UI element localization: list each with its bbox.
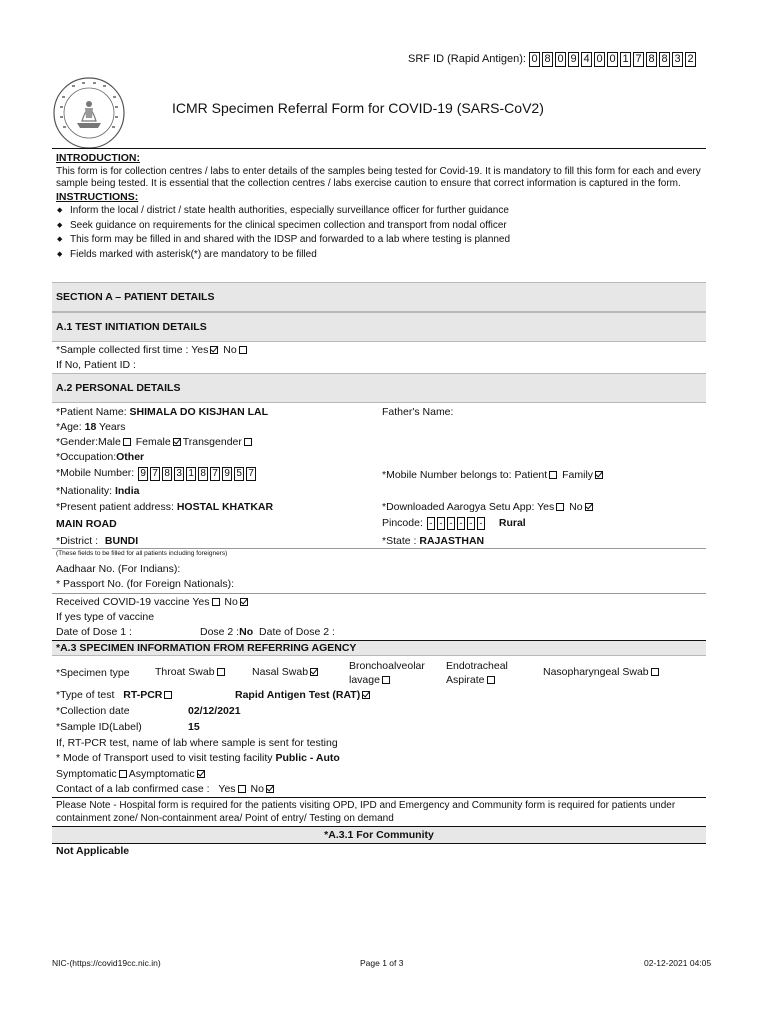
digit-box: 7 xyxy=(246,467,256,481)
address-row xyxy=(56,501,273,514)
gender-male-checkbox[interactable] xyxy=(123,438,131,446)
test-type-row xyxy=(56,689,174,702)
gender-female-checkbox[interactable] xyxy=(173,438,181,446)
digit-box: 7 xyxy=(210,467,220,481)
dose1-label: Date of Dose 1 : xyxy=(56,626,132,638)
aadhaar-label: Aadhaar No. (For Indians): xyxy=(56,563,181,575)
vaccine-yes-checkbox[interactable] xyxy=(212,598,220,606)
mobile-belongs-row xyxy=(382,469,605,482)
aarogya-label: *Downloaded Aarogya Setu App: Yes xyxy=(382,501,555,513)
sample-first-no-checkbox[interactable] xyxy=(239,346,247,354)
throat-swab-label: Throat Swab xyxy=(155,666,215,678)
digit-box: 3 xyxy=(672,52,683,67)
no-label: No xyxy=(223,344,237,356)
icmr-emblem-icon xyxy=(52,76,126,150)
yes-label: Yes xyxy=(191,344,209,356)
district-row xyxy=(56,535,138,548)
digit-box: - xyxy=(477,517,485,530)
symptomatic-label: Symptomatic xyxy=(56,768,117,780)
note-divider xyxy=(52,797,706,798)
dose2-value: No xyxy=(239,626,254,638)
digit-box: 0 xyxy=(555,52,566,67)
instruction-item: ◆ Seek guidance on requirements for the clinical specimen collection and transport from nodal officer xyxy=(56,219,708,234)
community-value: Not Applicable xyxy=(56,845,130,857)
nasopharyngeal-option xyxy=(543,666,661,679)
rtpcr-checkbox[interactable] xyxy=(164,691,172,699)
nasal-swab-option xyxy=(252,666,320,679)
mobile-belongs-label: *Mobile Number belongs to: Patient xyxy=(382,469,548,481)
fathers-name-label: Father's Name: xyxy=(382,406,454,418)
nationality-value: India xyxy=(114,485,140,497)
digit-box: 5 xyxy=(234,467,244,481)
contact-yes-label: Yes xyxy=(218,783,236,795)
transport-value: Public - Auto xyxy=(275,752,340,764)
instruction-item: ◆ Inform the local / district / state health authorities, especially surveillance officer for further guidance xyxy=(56,204,708,219)
pincode-label: Pincode: xyxy=(382,517,423,529)
digit-box: - xyxy=(437,517,445,530)
address-line2-value: MAIN ROAD xyxy=(56,518,117,530)
rtpcr-label: RT-PCR xyxy=(123,689,163,701)
mobile-belongs-patient-checkbox[interactable] xyxy=(549,471,557,479)
nationality-row xyxy=(56,485,139,498)
test-type-label: *Type of test xyxy=(56,689,115,701)
instruction-item: ◆ Fields marked with asterisk(*) are mandatory to be filled xyxy=(56,248,708,263)
digit-box: 0 xyxy=(529,52,540,67)
patient-name-row xyxy=(56,406,268,419)
digit-box: 8 xyxy=(162,467,172,481)
digit-box: 1 xyxy=(620,52,631,67)
contact-no-label: No xyxy=(250,783,264,795)
srf-id-row xyxy=(408,52,698,67)
sample-first-yes-checkbox[interactable] xyxy=(210,346,218,354)
symptom-row xyxy=(56,768,207,781)
vaccine-no-checkbox[interactable] xyxy=(240,598,248,606)
sample-id-label: *Sample ID(Label) xyxy=(56,721,142,733)
aarogya-no-label: No xyxy=(569,501,583,513)
nasal-swab-label: Nasal Swab xyxy=(252,666,309,678)
dose2-date-label: Date of Dose 2 : xyxy=(259,626,335,638)
nasopharyngeal-label: Nasopharyngeal Swab xyxy=(543,666,649,678)
dose2-row xyxy=(200,626,335,639)
introduction-block xyxy=(56,152,708,263)
dose2-label: Dose 2 : xyxy=(200,626,240,638)
sample-id-value: 15 xyxy=(188,721,200,733)
if-no-patient-id: If No, Patient ID : xyxy=(56,359,136,371)
digit-box: 4 xyxy=(581,52,592,67)
digit-box: - xyxy=(427,517,435,530)
mobile-label: *Mobile Number: xyxy=(56,467,135,480)
vaccine-row xyxy=(56,596,250,609)
transport-row xyxy=(56,752,340,765)
state-label: *State : xyxy=(382,535,417,547)
aarogya-yes-checkbox[interactable] xyxy=(556,503,564,511)
gender-label: *Gender:Male xyxy=(56,436,121,448)
symptomatic-checkbox[interactable] xyxy=(119,770,127,778)
footer-timestamp: 02-12-2021 04:05 xyxy=(644,958,712,968)
foreigner-note: (These fields to be filled for all patients including foreigners) xyxy=(56,550,228,557)
rat-option xyxy=(235,689,372,702)
introduction-text: This form is for collection centres / labs to enter details of the samples being tested for Covid-19. It is mandatory to fill this form for each and every sample being tested. It is essential that the collection centres / labs exercise caution to ensure that correct information is captured in the form. xyxy=(56,166,701,189)
contact-no-checkbox[interactable] xyxy=(266,785,274,793)
age-value: 18 xyxy=(84,421,97,433)
rtpcr-lab-label: If, RT-PCR test, name of lab where sample is sent for testing xyxy=(56,737,338,749)
nasal-swab-checkbox[interactable] xyxy=(310,668,318,676)
a1-header: A.1 TEST INITIATION DETAILS xyxy=(52,312,706,342)
vaccine-type-label: If yes type of vaccine xyxy=(56,611,155,623)
address-line1-value: HOSTAL KHATKAR xyxy=(176,501,274,513)
rat-label: Rapid Antigen Test (RAT) xyxy=(235,689,361,701)
mobile-row xyxy=(56,467,258,481)
footer-source: NIC-(https://covid19cc.nic.in) xyxy=(52,958,161,968)
srf-id-label: SRF ID (Rapid Antigen): xyxy=(408,52,526,65)
age-label: *Age: xyxy=(56,421,82,433)
instructions-heading: INSTRUCTIONS: xyxy=(56,191,139,203)
instruction-item: ◆ This form may be filled in and shared with the IDSP and forwarded to a lab where testing is planned xyxy=(56,233,708,248)
asymptomatic-checkbox[interactable] xyxy=(197,770,205,778)
transport-label: * Mode of Transport used to visit testing facility xyxy=(56,752,273,764)
vaccine-divider xyxy=(52,593,706,594)
age-unit: Years xyxy=(99,421,126,433)
aarogya-no-checkbox[interactable] xyxy=(585,503,593,511)
contact-row xyxy=(56,783,276,796)
broncho-label-2: lavage xyxy=(349,674,380,686)
a2-header: A.2 PERSONAL DETAILS xyxy=(52,373,706,403)
contact-label: Contact of a lab confirmed case : xyxy=(56,783,210,795)
endotracheal-option xyxy=(446,659,508,687)
area-value: Rural xyxy=(498,517,526,529)
digit-box: 3 xyxy=(174,467,184,481)
digit-box: 1 xyxy=(186,467,196,481)
a31-header: *A.3.1 For Community xyxy=(52,826,706,844)
digit-box: - xyxy=(447,517,455,530)
gender-transgender-label: Transgender xyxy=(182,436,242,448)
digit-box: 9 xyxy=(138,467,148,481)
gender-female-label: Female xyxy=(135,436,171,448)
digit-box: 7 xyxy=(633,52,644,67)
broncho-option xyxy=(349,659,425,687)
header-divider xyxy=(52,148,706,149)
gender-transgender-checkbox[interactable] xyxy=(244,438,252,446)
vaccine-no-label: No xyxy=(224,596,238,608)
endotracheal-checkbox[interactable] xyxy=(487,676,495,684)
endotracheal-label-2: Aspirate xyxy=(446,674,485,686)
asymptomatic-label: Asymptomatic xyxy=(128,768,195,780)
vaccine-label: Received COVID-19 vaccine Yes xyxy=(56,596,210,608)
srf-id-digits xyxy=(529,52,698,67)
digit-box: 2 xyxy=(685,52,696,67)
patient-name-label: *Patient Name: xyxy=(56,406,127,418)
footer-page-number: Page 1 of 3 xyxy=(360,958,404,968)
digit-box: 0 xyxy=(607,52,618,67)
state-row xyxy=(382,535,484,548)
nasopharyngeal-checkbox[interactable] xyxy=(651,668,659,676)
a3-header: *A.3 SPECIMEN INFORMATION FROM REFERRING AGENCY xyxy=(52,640,706,656)
digit-box: 0 xyxy=(594,52,605,67)
digit-box: 8 xyxy=(198,467,208,481)
collection-date-label: *Collection date xyxy=(56,705,130,717)
throat-swab-checkbox[interactable] xyxy=(217,668,225,676)
occupation-row xyxy=(56,451,144,464)
broncho-checkbox[interactable] xyxy=(382,676,390,684)
state-value: RAJASTHAN xyxy=(419,535,485,547)
aarogya-row xyxy=(382,501,595,514)
mobile-belongs-family-label: Family xyxy=(562,469,594,481)
occupation-label: *Occupation: xyxy=(56,451,117,463)
district-value: BUNDI xyxy=(104,535,139,547)
hospital-community-note: Please Note - Hospital form is required for the patients visiting OPD, IPD and Emergency and Community form is required for patients under containment zone/ Non-containment area/ Point of entry/ Testing on demand xyxy=(56,800,676,824)
mobile-belongs-family-checkbox[interactable] xyxy=(595,471,603,479)
digit-box: 8 xyxy=(659,52,670,67)
broncho-label-1: Bronchoalveolar xyxy=(349,660,425,672)
throat-swab-option xyxy=(155,666,227,679)
sample-first-row xyxy=(56,344,249,357)
age-row xyxy=(56,421,126,434)
contact-yes-checkbox[interactable] xyxy=(238,785,246,793)
introduction-heading: INTRODUCTION: xyxy=(56,152,140,164)
patient-name-value: SHIMALA DO KISJHAN LAL xyxy=(129,406,268,418)
endotracheal-label-1: Endotracheal xyxy=(446,660,508,672)
section-a-header: SECTION A – PATIENT DETAILS xyxy=(52,282,706,312)
collection-date-value: 02/12/2021 xyxy=(188,705,241,717)
digit-box: - xyxy=(457,517,465,530)
specimen-type-label: *Specimen type xyxy=(56,667,130,679)
district-label: *District : xyxy=(56,535,98,547)
passport-label: * Passport No. (for Foreign Nationals): xyxy=(56,578,234,590)
digit-box: 7 xyxy=(150,467,160,481)
foreigner-divider xyxy=(52,548,706,549)
sample-first-label: *Sample collected first time : xyxy=(56,344,189,356)
gender-row xyxy=(56,436,254,449)
pincode-row xyxy=(382,517,526,530)
digit-box: 8 xyxy=(542,52,553,67)
form-title: ICMR Specimen Referral Form for COVID-19 (SARS-CoV2) xyxy=(172,100,544,116)
pincode-digits xyxy=(427,517,487,530)
occupation-value: Other xyxy=(116,451,145,463)
digit-box: - xyxy=(467,517,475,530)
instructions-list xyxy=(56,204,708,263)
nationality-label: *Nationality: xyxy=(56,485,113,497)
digit-box: 9 xyxy=(222,467,232,481)
digit-box: 9 xyxy=(568,52,579,67)
digit-box: 8 xyxy=(646,52,657,67)
rat-checkbox[interactable] xyxy=(362,691,370,699)
mobile-digits xyxy=(138,467,258,481)
address-label: *Present patient address: xyxy=(56,501,174,513)
